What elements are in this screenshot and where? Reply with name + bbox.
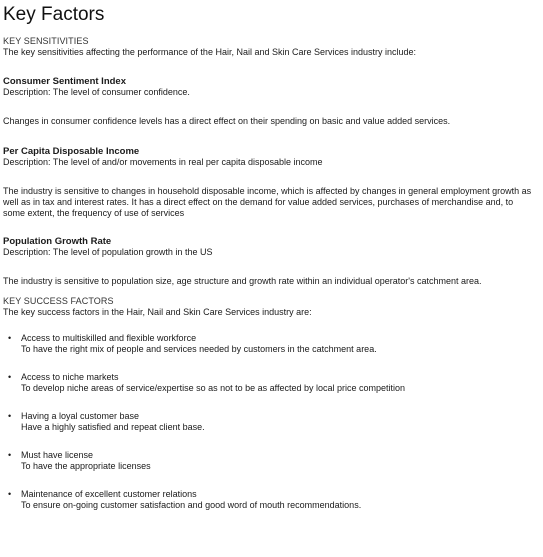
list-item — [3, 489, 537, 511]
success-factor-title: Maintenance of excellent customer relations — [21, 489, 197, 499]
success-factor-detail: To ensure on-going customer satisfaction and good word of mouth recommendations. — [21, 500, 362, 510]
sensitivity-disposable-income — [3, 146, 537, 219]
sensitivity-description: Description: The level of population growth in the US — [3, 247, 213, 257]
bullet-icon: • — [8, 372, 12, 382]
success-factor-list — [3, 333, 537, 511]
sensitivity-effect: Changes in consumer confidence levels has a direct effect on their spending on basic and value added services. — [3, 116, 451, 126]
success-factor-detail: To have the appropriate licenses — [21, 461, 151, 471]
key-success-factors-heading: KEY SUCCESS FACTORS — [3, 296, 114, 306]
sensitivity-name: Per Capita Disposable Income — [3, 146, 140, 157]
key-sensitivities-heading: KEY SENSITIVITIES — [3, 36, 89, 46]
success-factor-detail: Have a highly satisfied and repeat client base. — [21, 422, 205, 432]
sensitivity-consumer-sentiment — [3, 76, 537, 127]
sensitivity-description: Description: The level of and/or movements in real per capita disposable income — [3, 157, 323, 167]
success-factor-title: Must have license — [21, 450, 94, 460]
success-factor-detail: To have the right mix of people and services needed by customers in the catchment area. — [21, 344, 377, 354]
list-item — [3, 372, 537, 394]
sensitivity-name: Population Growth Rate — [3, 236, 112, 247]
page-title: Key Factors — [3, 4, 105, 25]
list-item — [3, 450, 537, 472]
list-item — [3, 411, 537, 433]
sensitivity-effect: The industry is sensitive to changes in household disposable income, which is affected by changes in general employment growth as well as in tax and interest rates. It has a direct effect on the demand for value added services, purchases of merchandise and, to some extent, the frequency of use of services — [3, 186, 532, 218]
sensitivity-population-growth — [3, 236, 537, 287]
key-sensitivities-section — [3, 36, 537, 287]
bullet-icon: • — [8, 450, 12, 460]
bullet-icon: • — [8, 411, 12, 421]
success-factor-title: Having a loyal customer base — [21, 411, 140, 421]
list-item — [3, 333, 537, 355]
bullet-icon: • — [8, 333, 12, 343]
success-factor-title: Access to multiskilled and flexible workforce — [21, 333, 197, 343]
success-factor-detail: To develop niche areas of service/expertise so as not to be as affected by local price competition — [21, 383, 406, 393]
key-success-factors-section — [3, 296, 537, 511]
key-sensitivities-intro: The key sensitivities affecting the performance of the Hair, Nail and Skin Care Services industry include: — [3, 47, 417, 57]
success-factor-title: Access to niche markets — [21, 372, 119, 382]
sensitivity-name: Consumer Sentiment Index — [3, 76, 126, 87]
bullet-icon: • — [8, 489, 12, 499]
sensitivity-description: Description: The level of consumer confidence. — [3, 87, 190, 97]
sensitivity-effect: The industry is sensitive to population size, age structure and growth rate within an individual operator's catchment area. — [3, 276, 482, 286]
key-success-factors-intro: The key success factors in the Hair, Nail and Skin Care Services industry are: — [3, 307, 312, 317]
